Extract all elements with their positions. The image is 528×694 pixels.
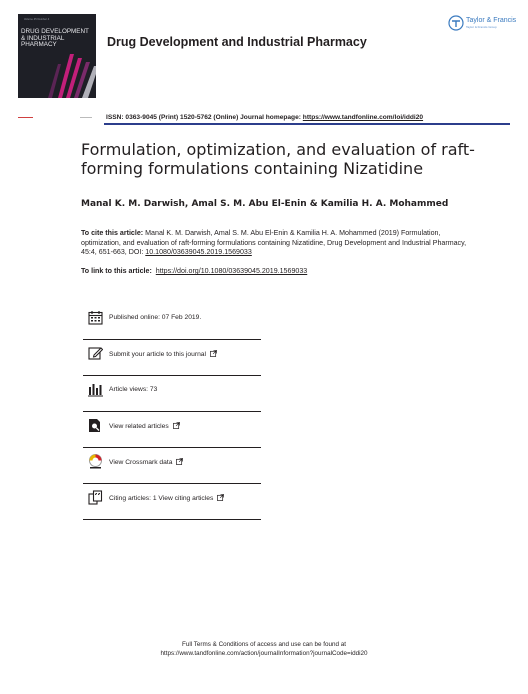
info-item-citing-articles[interactable] — [83, 484, 261, 520]
cover-title: DRUG DEVELOPMENT & INDUSTRIAL PHARMACY — [21, 28, 89, 49]
header-divider — [104, 123, 510, 125]
journal-homepage-link[interactable]: https://www.tandfonline.com/loi/iddi20 — [302, 114, 424, 121]
info-item-related-articles[interactable] — [83, 412, 261, 448]
info-item-crossmark-data[interactable] — [83, 448, 261, 484]
issn-line — [106, 114, 423, 121]
article-link-label: To link to this article: — [81, 267, 152, 275]
article-link-row — [81, 267, 481, 275]
info-item-label: Citing articles: 1 View citing articles — [109, 495, 214, 502]
submit-article-link[interactable] — [109, 350, 217, 358]
article-doi-link[interactable]: https://doi.org/10.1080/03639045.2019.1569033 — [155, 267, 308, 275]
footer-line-1: Full Terms & Conditions of access and use can be found at — [181, 641, 347, 648]
issn-text: ISSN: 0363-9045 (Print) 1520-5762 (Online) Journal homepage: — [106, 114, 301, 121]
calendar-icon — [88, 310, 103, 325]
bar-chart-icon — [88, 382, 103, 397]
external-link-icon — [210, 350, 217, 357]
citation-body: Manal K. M. Darwish, Amal S. M. Abu El-Enin & Kamilia H. A. Mohammed (2019) Formulation, optimization, and evaluation of raft-forming formulations containing Nizatidine, Drug Development and Industrial Pharmacy, 45:4, 651-663, DOI: — [81, 229, 467, 257]
external-link-icon — [173, 422, 180, 429]
external-link-icon — [176, 458, 183, 465]
info-item-label: Article views: 73 — [109, 386, 158, 393]
taylor-francis-logo-icon — [448, 15, 464, 31]
journal-cover-image — [18, 14, 96, 98]
cover-volume-text: Volume 45 Number 4 — [24, 18, 50, 21]
journal-name[interactable]: Drug Development and Industrial Pharmacy — [107, 35, 367, 49]
terms-footer — [0, 641, 528, 658]
info-item-label: Submit your article to this journal — [109, 351, 207, 358]
info-item-label: View Crossmark data — [109, 459, 173, 466]
citing-articles-icon — [88, 490, 103, 505]
info-item-label: Published online: 07 Feb 2019. — [109, 314, 202, 321]
citation-block — [81, 229, 481, 258]
article-info-list — [83, 304, 261, 520]
crossmark-icon — [88, 454, 103, 469]
logo-name: Taylor & Francis — [466, 17, 517, 24]
decorative-mark — [18, 117, 33, 118]
related-articles-link[interactable] — [109, 422, 180, 430]
citation-label: To cite this article: — [81, 229, 144, 237]
info-item-article-views — [83, 376, 261, 412]
info-item-published-online — [83, 304, 261, 340]
article-authors: Manal K. M. Darwish, Amal S. M. Abu El-Enin & Kamilia H. A. Mohammed — [81, 199, 449, 209]
taylor-francis-logo[interactable] — [448, 14, 517, 34]
info-item-label: View related articles — [109, 423, 169, 430]
logo-tagline: Taylor & Francis Group — [466, 25, 497, 29]
footer-terms-link[interactable]: https://www.tandfonline.com/action/journalInformation?journalCode=iddi20 — [160, 649, 368, 657]
crossmark-link[interactable] — [109, 458, 183, 466]
external-link-icon — [217, 494, 224, 501]
document-search-icon — [88, 418, 103, 433]
edit-icon — [88, 346, 103, 361]
cover-stripes-graphic — [18, 14, 96, 98]
citation-doi-link[interactable]: 10.1080/03639045.2019.1569033 — [145, 248, 252, 257]
citing-articles-link[interactable] — [109, 494, 224, 502]
article-title: Formulation, optimization, and evaluation of raft-forming formulations containing Nizatidine — [81, 140, 475, 178]
info-item-submit-article[interactable] — [83, 340, 261, 376]
decorative-mark — [80, 117, 92, 118]
